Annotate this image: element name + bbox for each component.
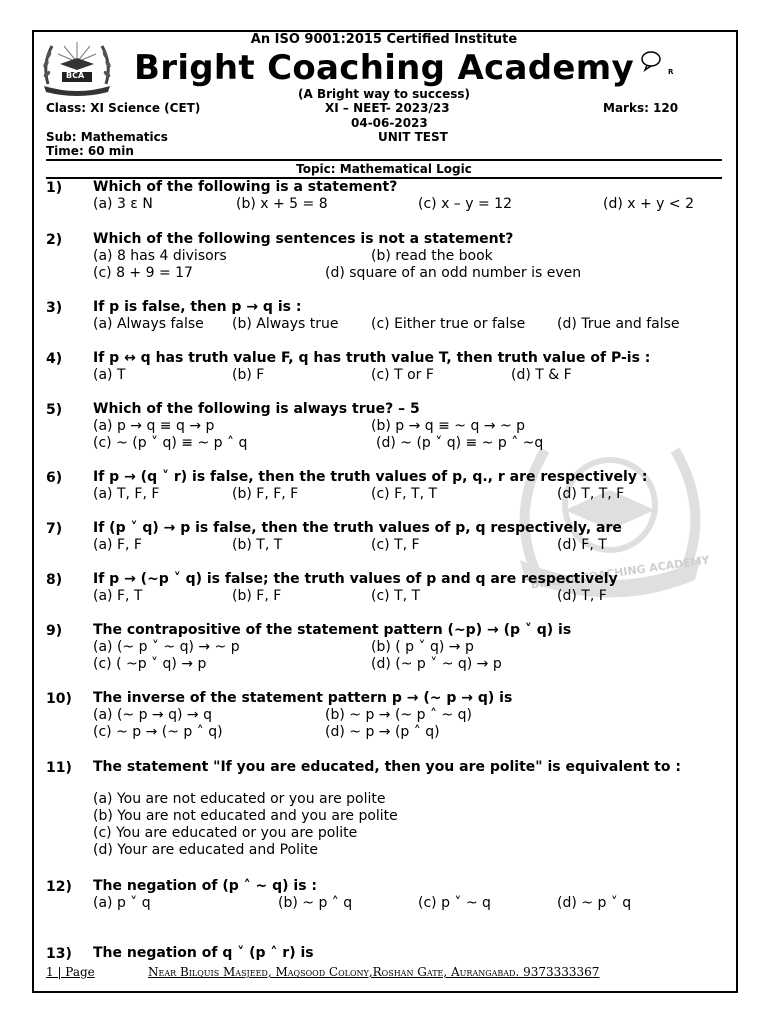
header-divider <box>46 159 722 161</box>
footer-address: Near Bilquis Masjeed, Maqsood Colony,Roshan Gate, Aurangabad. 9373333367 <box>148 965 600 979</box>
question-text: The inverse of the statement pattern p → (~ p → q) is <box>93 690 513 706</box>
option-a: (a) (~ p ˅ ~ q) → ~ p <box>93 639 240 655</box>
option-b: (b) read the book <box>371 248 493 264</box>
option-a: (a) p ˅ q <box>93 895 151 911</box>
option-c: (c) ~ p → (~ p ˄ q) <box>93 724 223 740</box>
option-c: (c) ( ~p ˅ q) → p <box>93 656 207 672</box>
option-b: (b) ~ p ˄ q <box>278 895 353 911</box>
option-c: (c) You are educated or you are polite <box>93 825 358 841</box>
question-text: The negation of q ˅ (p ˄ r) is <box>93 945 314 961</box>
question-number: 9) <box>46 623 63 639</box>
question-text: If (p ˅ q) → p is false, then the truth values of p, q respectively, are <box>93 520 622 536</box>
option-b: (b) ( p ˅ q) → p <box>371 639 474 655</box>
option-d: (d) True and false <box>557 316 680 332</box>
question-number: 12) <box>46 879 72 895</box>
option-c: (c) T or F <box>371 367 434 383</box>
time-label: Time: 60 min <box>46 144 134 158</box>
option-d: (d) ~ (p ˅ q) ≡ ~ p ˄ ~q <box>376 435 544 451</box>
question-text: Which of the following is a statement? <box>93 179 398 195</box>
option-b: (b) x + 5 = 8 <box>236 196 328 212</box>
subject-label: Sub: Mathematics <box>46 130 168 144</box>
tagline: (A Bright way to success) <box>298 87 470 101</box>
option-c: (c) T, T <box>371 588 421 604</box>
option-a: (a) 8 has 4 divisors <box>93 248 227 264</box>
option-c: (c) x – y = 12 <box>418 196 512 212</box>
class-label: Class: XI Science (CET) <box>46 101 201 115</box>
option-d: (d) ~ p → (p ˄ q) <box>325 724 440 740</box>
question-number: 4) <box>46 351 63 367</box>
question-number: 8) <box>46 572 63 588</box>
watermark-text: BRIGHT COACHING ACADEMY <box>529 553 711 592</box>
option-a: (a) F, F <box>93 537 142 553</box>
option-b: (b) F, F, F <box>232 486 299 502</box>
option-b: (b) p → q ≡ ~ q → ~ p <box>371 418 526 434</box>
test-type: UNIT TEST <box>378 130 448 144</box>
question-number: 2) <box>46 232 63 248</box>
option-a: (a) 3 ε N <box>93 196 153 212</box>
question-text: Which of the following sentences is not a statement? <box>93 231 514 247</box>
option-b: (b) Always true <box>232 316 339 332</box>
question-number: 11) <box>46 760 72 776</box>
option-c: (c) 8 + 9 = 17 <box>93 265 193 281</box>
option-d: (d) Your are educated and Polite <box>93 842 318 858</box>
option-a: (a) F, T <box>93 588 143 604</box>
option-d: (d) T, T, F <box>557 486 625 502</box>
option-c: (c) T, F <box>371 537 420 553</box>
option-c: (c) ~ (p ˅ q) ≡ ~ p ˄ q <box>93 435 248 451</box>
option-d: (d) F, T <box>557 537 607 553</box>
option-b: (b) F <box>232 367 265 383</box>
option-d: (d) (~ p ˅ ~ q) → p <box>371 656 502 672</box>
option-d: (d) T, F <box>557 588 607 604</box>
option-b: (b) F, F <box>232 588 282 604</box>
option-c: (c) F, T, T <box>371 486 438 502</box>
test-date: 04-06-2023 <box>351 116 428 130</box>
option-a: (a) You are not educated or you are polite <box>93 791 386 807</box>
question-number: 13) <box>46 946 72 962</box>
topic-label: Topic: Mathematical Logic <box>296 162 472 176</box>
page-number: 1 | Page <box>46 965 95 979</box>
batch-label: XI – NEET- 2023/23 <box>325 101 450 115</box>
option-a: (a) p → q ≡ q → p <box>93 418 215 434</box>
question-text: If p → (~p ˅ q) is false; the truth values of p and q are respectively <box>93 571 618 587</box>
question-number: 5) <box>46 402 63 418</box>
question-number: 7) <box>46 521 63 537</box>
option-b: (b) T, T <box>232 537 283 553</box>
question-number: 1) <box>46 180 63 196</box>
question-text: If p ↔ q has truth value F, q has truth value T, then truth value of P-is : <box>93 350 651 366</box>
option-d: (d) x + y < 2 <box>603 196 694 212</box>
question-text: Which of the following is always true? – 5 <box>93 401 420 417</box>
option-a: (a) Always false <box>93 316 204 332</box>
option-d: (d) T & F <box>511 367 572 383</box>
iso-certification: An ISO 9001:2015 Certified Institute <box>250 32 518 47</box>
question-text: The contrapositive of the statement pattern (~p) → (p ˅ q) is <box>93 622 572 638</box>
option-a: (a) T, F, F <box>93 486 160 502</box>
question-text: The statement "If you are educated, then you are polite" is equivalent to : <box>93 759 681 775</box>
option-a: (a) T <box>93 367 126 383</box>
option-b: (b) ~ p → (~ p ˄ ~ q) <box>325 707 472 723</box>
option-c: (c) p ˅ ~ q <box>418 895 491 911</box>
academy-title: Bright Coaching Academy <box>134 48 634 88</box>
option-c: (c) Either true or false <box>371 316 526 332</box>
question-number: 3) <box>46 300 63 316</box>
question-number: 6) <box>46 470 63 486</box>
question-text: If p → (q ˅ r) is false, then the truth values of p, q., r are respectively : <box>93 469 648 485</box>
marks-label: Marks: 120 <box>603 101 679 115</box>
option-d: (d) square of an odd number is even <box>325 265 582 281</box>
question-number: 10) <box>46 691 72 707</box>
question-text: The negation of (p ˄ ~ q) is : <box>93 878 318 894</box>
option-d: (d) ~ p ˅ q <box>557 895 632 911</box>
registered-mark: R <box>668 68 674 76</box>
option-b: (b) You are not educated and you are polite <box>93 808 398 824</box>
question-text: If p is false, then p → q is : <box>93 299 302 315</box>
speech-bubble-icon <box>640 50 662 72</box>
logo-text: BCA <box>66 71 85 80</box>
option-a: (a) (~ p → q) → q <box>93 707 212 723</box>
